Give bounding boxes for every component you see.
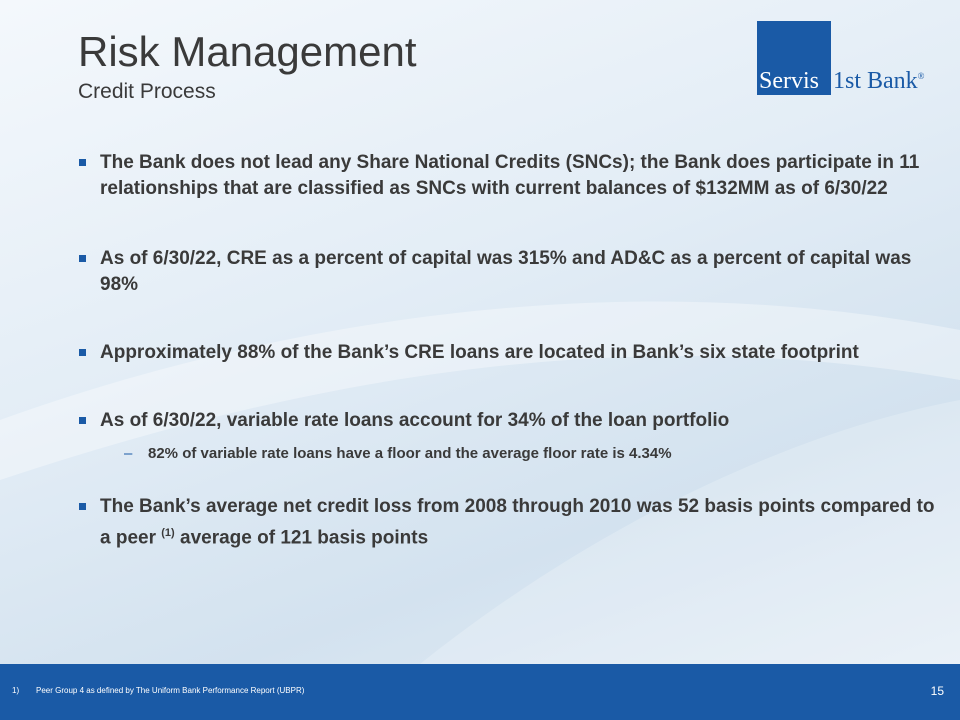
sub-bullet-floor: – 82% of variable rate loans have a floor and the average floor rate is 4.34% xyxy=(78,444,948,464)
bullet-snc: The Bank does not lead any Share National Credits (SNCs); the Bank does participate in 11 relationships that are classified as SNCs with current balances of $132MM as of 6/30/22 xyxy=(78,150,948,202)
bullet-cre-footprint: Approximately 88% of the Bank’s CRE loans are located in Bank’s six state footprint xyxy=(78,340,948,366)
footnote-ref: (1) xyxy=(161,527,175,539)
credit-loss-text-b: average of 121 basis points xyxy=(174,527,429,549)
bullet-variable-rate: As of 6/30/22, variable rate loans account for 34% of the loan portfolio xyxy=(78,408,948,434)
registered-mark: ® xyxy=(917,71,925,81)
page-subtitle: Credit Process xyxy=(78,80,216,103)
logo-box-text: Servis xyxy=(759,68,819,94)
logo-wordmark xyxy=(833,64,925,95)
logo-box xyxy=(757,21,831,95)
footer-bar xyxy=(0,664,960,720)
logo-wordmark-text: 1st Bank xyxy=(833,68,918,94)
footnote-number: 1) xyxy=(12,686,20,695)
bullet-credit-loss xyxy=(78,494,948,551)
servis1st-logo xyxy=(757,19,925,95)
title-block xyxy=(78,28,416,104)
bullet-cre-capital: As of 6/30/22, CRE as a percent of capital was 315% and AD&C as a percent of capital was 98% xyxy=(78,246,948,298)
page-number: 15 xyxy=(930,684,944,698)
page-title: Risk Management xyxy=(78,28,417,75)
footnote-text: Peer Group 4 as defined by The Uniform Bank Performance Report (UBPR) xyxy=(36,686,305,695)
credit-loss-text-a: The Bank’s average net credit loss from 2008 through 2010 was 52 basis points compared to a peer xyxy=(100,496,935,549)
bullet-list xyxy=(78,150,948,551)
